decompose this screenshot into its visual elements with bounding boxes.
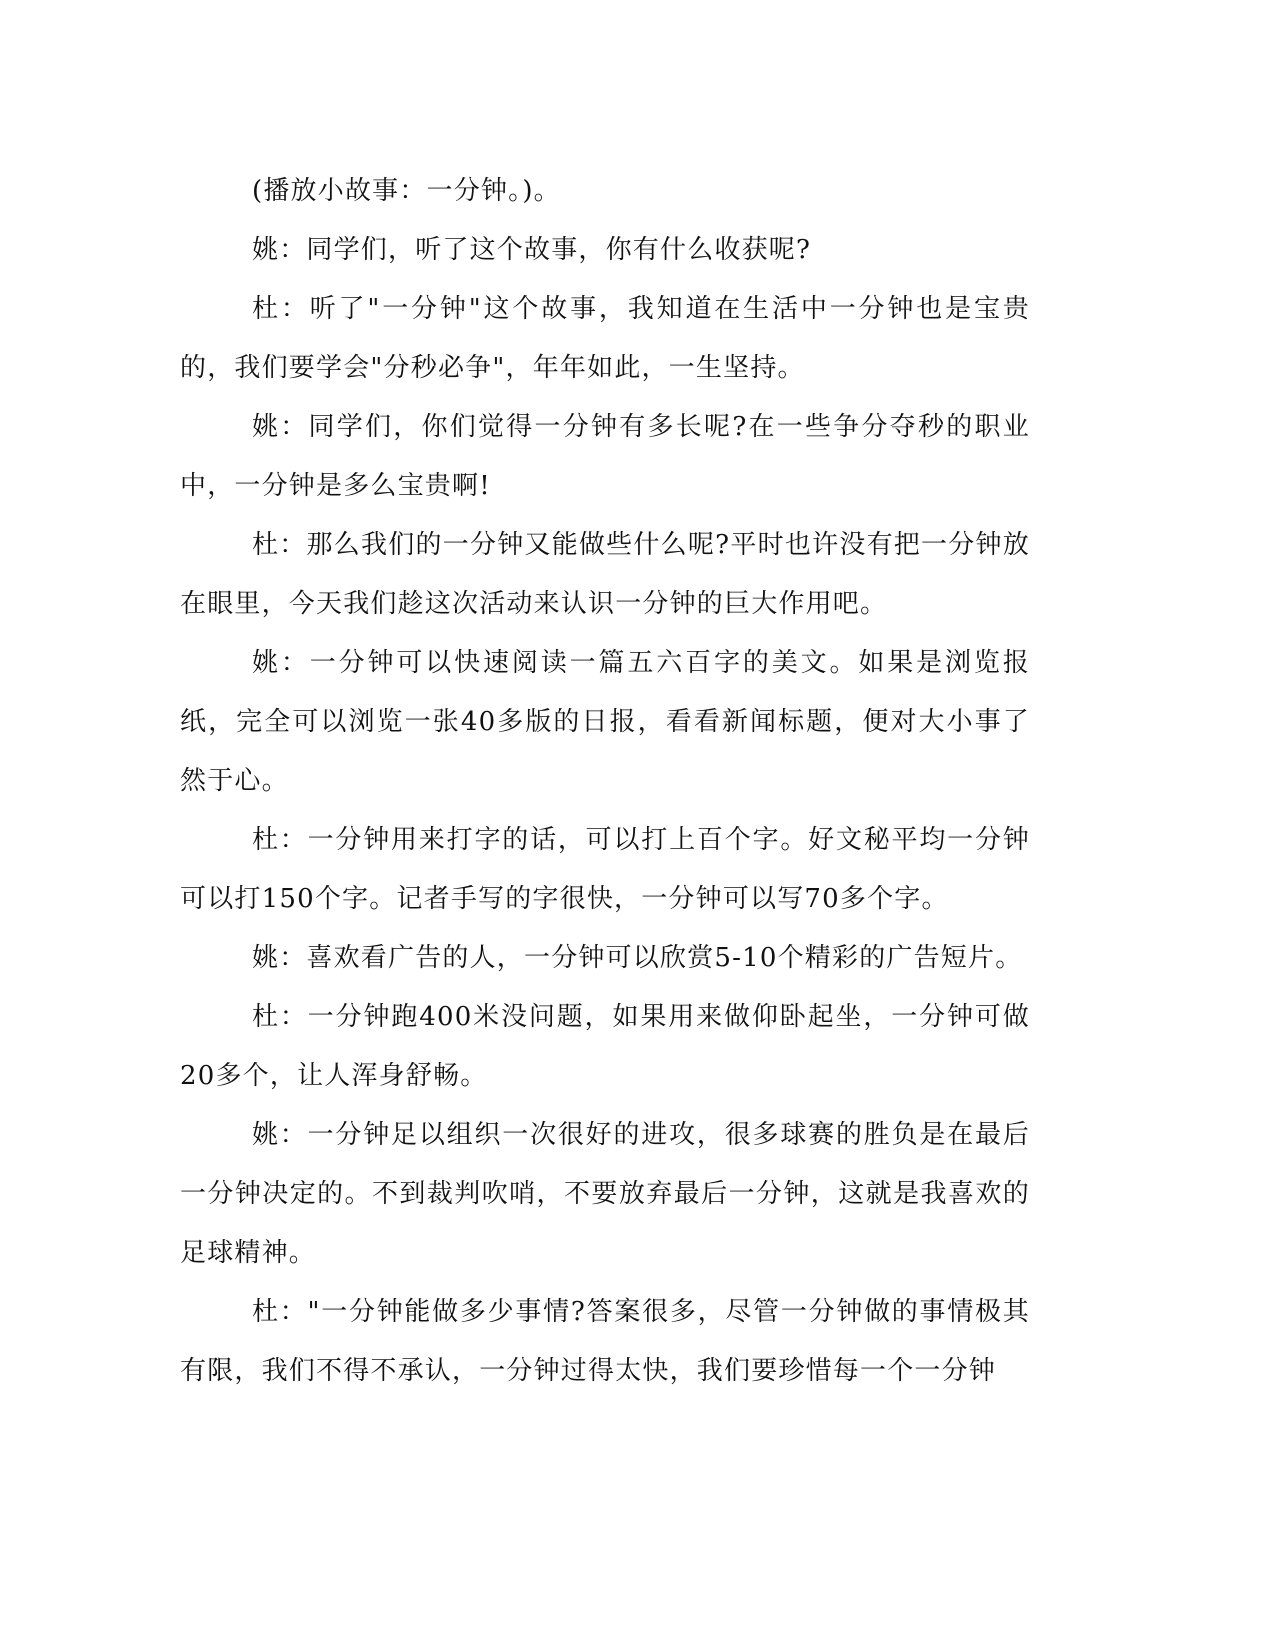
paragraph-du-typing: 杜：一分钟用来打字的话，可以打上百个字。好文秘平均一分钟可以打150个字。记者手写的字很快，一分钟可以写70多个字。	[180, 825, 1030, 914]
paragraph-yao-question: 姚：同学们，听了这个故事，你有什么收获呢?	[252, 235, 812, 265]
paragraph-yao-football: 姚：一分钟足以组织一次很好的进攻，很多球赛的胜负是在最后一分钟决定的。不到裁判吹哨，不要放弃最后一分钟，这就是我喜欢的足球精神。	[180, 1120, 1030, 1268]
paragraph-du-activity: 杜：那么我们的一分钟又能做些什么呢?平时也许没有把一分钟放在眼里，今天我们趁这次活动来认识一分钟的巨大作用吧。	[180, 530, 1030, 619]
paragraph-yao-minute-length: 姚：同学们，你们觉得一分钟有多长呢?在一些争分夺秒的职业中，一分钟是多么宝贵啊!	[180, 412, 1030, 501]
paragraph-yao-ads: 姚：喜欢看广告的人，一分钟可以欣赏5-10个精彩的广告短片。	[252, 943, 1023, 973]
paragraph-story-intro: (播放小故事：一分钟。)。	[252, 176, 561, 206]
paragraph-du-conclusion: 杜："一分钟能做多少事情?答案很多，尽管一分钟做的事情极其有限，我们不得不承认，一分钟过得太快，我们要珍惜每一个一分钟	[180, 1297, 1030, 1386]
paragraph-yao-reading: 姚：一分钟可以快速阅读一篇五六百字的美文。如果是浏览报纸，完全可以浏览一张40多版的日报，看看新闻标题，便对大小事了然于心。	[180, 648, 1030, 796]
paragraph-du-running: 杜：一分钟跑400米没问题，如果用来做仰卧起坐，一分钟可做20多个，让人浑身舒畅。	[180, 1002, 1030, 1091]
paragraph-du-reflection: 杜：听了"一分钟"这个故事，我知道在生活中一分钟也是宝贵的，我们要学会"分秒必争"，年年如此，一生坚持。	[180, 294, 1030, 383]
document-body	[180, 162, 1030, 1401]
